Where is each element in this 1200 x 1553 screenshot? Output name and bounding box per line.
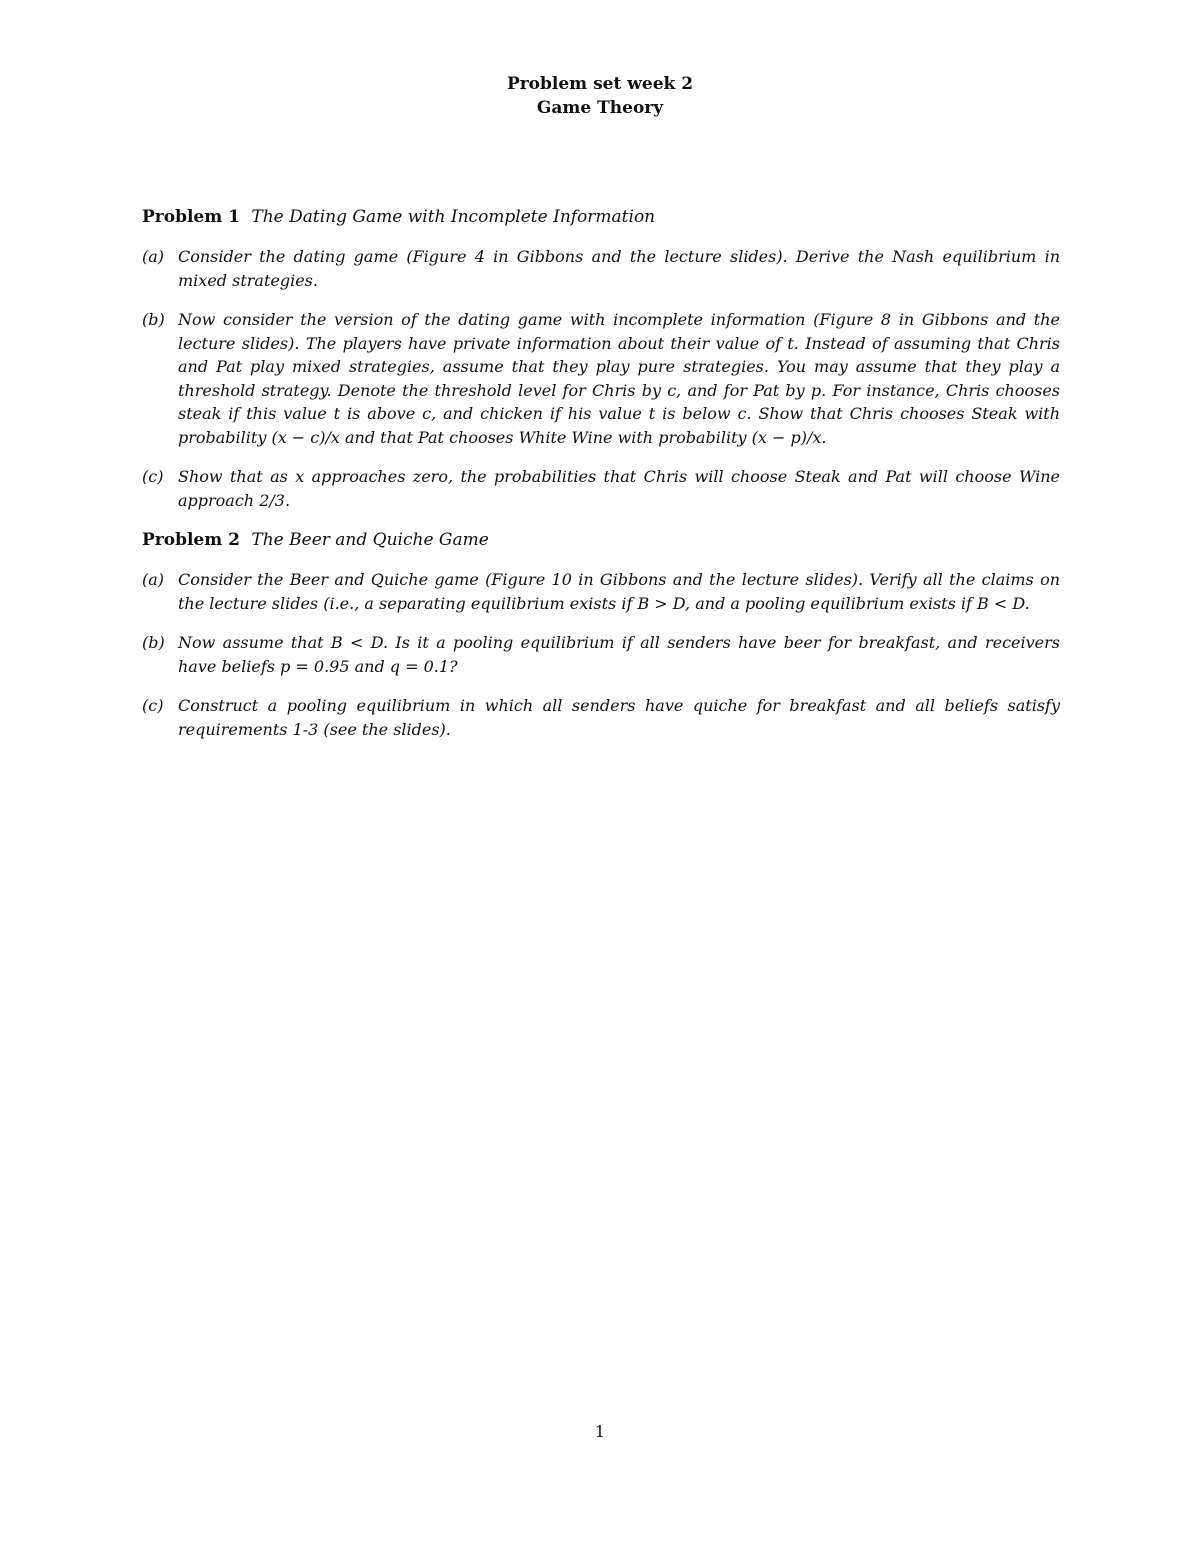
document-subtitle: Game Theory	[536, 98, 664, 118]
document-title: Problem set week 2	[506, 74, 694, 94]
problem-heading	[142, 528, 1060, 552]
part-label: (c)	[142, 696, 164, 715]
problem-heading	[142, 205, 1060, 229]
problem-part	[142, 631, 1060, 678]
problem-part	[142, 308, 1060, 449]
part-label: (a)	[142, 247, 165, 266]
part-label: (c)	[142, 467, 164, 486]
problem-label: Problem 2	[142, 530, 240, 550]
part-text: Consider the Beer and Quiche game (Figure 10 in Gibbons and the lecture slides). Verify all the claims on the lecture slides (i.e., a separating equilibrium exists if B > D, and a pooling equilibrium exists if B < D.	[178, 570, 1060, 613]
part-text: Now assume that B < D. Is it a pooling equilibrium if all senders have beer for breakfast, and receivers have beliefs p = 0.95 and q = 0.1?	[178, 633, 1060, 676]
problem-title: The Beer and Quiche Game	[251, 530, 489, 550]
problem-label: Problem 1	[142, 207, 240, 227]
problem-part	[142, 568, 1060, 615]
part-text: Now consider the version of the dating game with incomplete information (Figure 8 in Gibbons and the lecture slides). The players have private information about their value of t. Instead of assuming that Chris and Pat play mixed strategies, assume that they play pure strategies. You may assume that they play a threshold strategy. Denote the threshold level for Chris by c, and for Pat by p. For instance, Chris chooses steak if this value t is above c, and chicken if his value t is below c. Show that Chris chooses Steak with probability (x − c)/x and that Pat chooses White Wine with probability (x − p)/x.	[178, 310, 1060, 447]
problem-1	[142, 205, 1060, 512]
problem-2	[142, 528, 1060, 741]
problem-part	[142, 694, 1060, 741]
problem-part	[142, 465, 1060, 512]
document-body	[142, 205, 1060, 757]
part-text: Construct a pooling equilibrium in which all senders have quiche for breakfast and all beliefs satisfy requirements 1-3 (see the slides).	[178, 696, 1060, 739]
page-number: 1	[594, 1422, 606, 1441]
problem-part	[142, 245, 1060, 292]
part-label: (b)	[142, 633, 165, 652]
part-label: (a)	[142, 570, 165, 589]
part-text: Show that as x approaches zero, the probabilities that Chris will choose Steak and Pat will choose Wine approach 2/3.	[178, 467, 1060, 510]
problem-title: The Dating Game with Incomplete Information	[251, 207, 656, 227]
part-label: (b)	[142, 310, 165, 329]
document-header	[0, 72, 1200, 120]
part-text: Consider the dating game (Figure 4 in Gibbons and the lecture slides). Derive the Nash equilibrium in mixed strategies.	[178, 247, 1060, 290]
